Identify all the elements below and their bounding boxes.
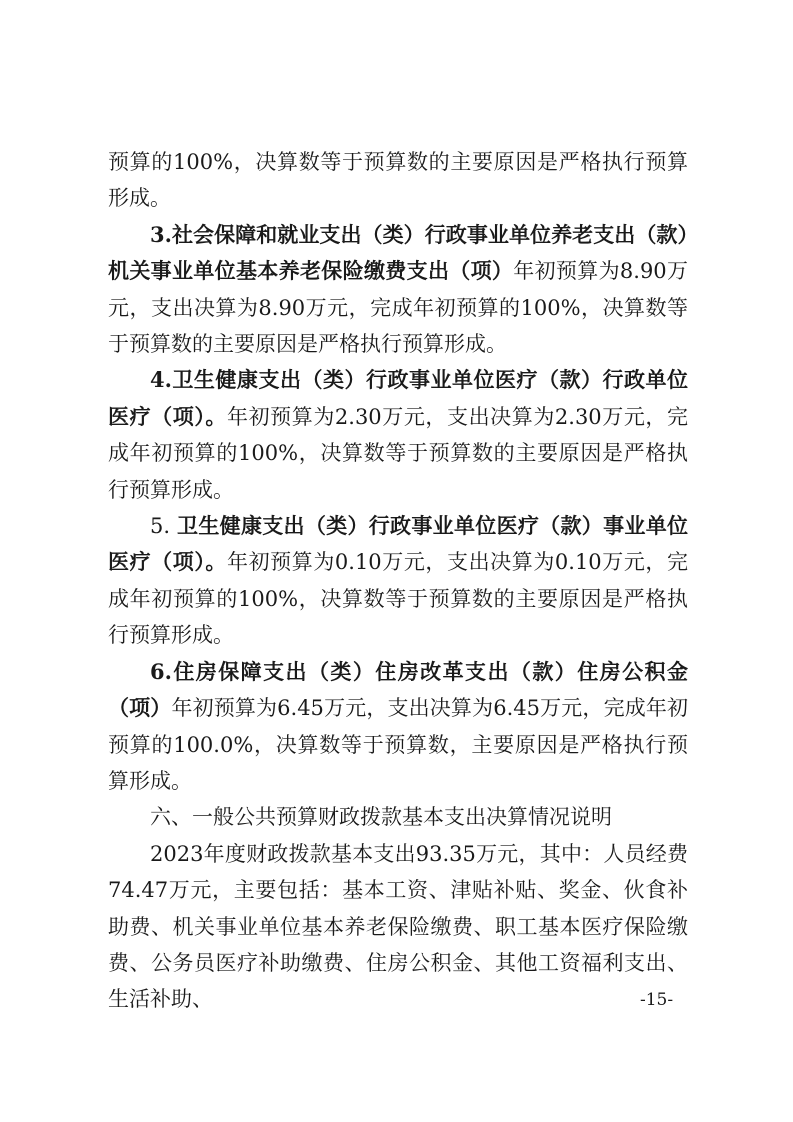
paragraph-item-4 bbox=[108, 362, 688, 508]
paragraph-item-5 bbox=[108, 508, 688, 654]
item-3-text: 年初预算为8.90万元，支出决算为8.90万元，完成年初预算的100%，决算数等于预算数的主要原因是严格执行预算形成。 bbox=[108, 259, 688, 357]
item-6-text: 年初预算为6.45万元，支出决算为6.45万元，完成年初预算的100.0%，决算数等于预算数，主要原因是严格执行预算形成。 bbox=[108, 696, 689, 793]
paragraph-item-3 bbox=[108, 217, 688, 363]
item-5-title: 卫生健康支出（类）行政事业单位医疗（款）事业单位医疗（项）。 bbox=[108, 513, 688, 575]
page-number: -15- bbox=[640, 990, 674, 1010]
paragraph-continuation: 预算的100%，决算数等于预算数的主要原因是严格执行预算形成。 bbox=[108, 150, 688, 211]
item-3-title: 3.社会保障和就业支出（类）行政事业单位养老支出（款）机关事业单位基本养老保险缴费支出（项） bbox=[108, 221, 688, 284]
item-5-number: 5. bbox=[150, 514, 171, 539]
item-5-text: 年初预算为0.10万元，支出决算为0.10万元，完成年初预算的100%，决算数等于预算数的主要原因是严格执行预算形成。 bbox=[108, 550, 689, 648]
body-text bbox=[108, 144, 688, 1018]
paragraph-item-6 bbox=[108, 654, 688, 800]
section-heading: 六、一般公共预算财政拨款基本支出决算情况说明 bbox=[150, 805, 612, 830]
paragraph-basic-expenditure: 2023年度财政拨款基本支出93.35万元，其中：人员经费74.47万元，主要包括：基本工资、津贴补贴、奖金、伙食补助费、机关事业单位基本养老保险缴费、职工基本医疗保险缴费、公务员医疗补助缴费、住房公积金、其他工资福利支出、生活补助、 bbox=[108, 841, 688, 1012]
item-6-title: 6.住房保障支出（类）住房改革支出（款）住房公积金（项） bbox=[108, 658, 688, 721]
item-4-title: 4.卫生健康支出（类）行政事业单位医疗（款）行政单位医疗（项）。 bbox=[108, 367, 688, 429]
item-4-text: 年初预算为2.30万元，支出决算为2.30万元，完成年初预算的100%，决算数等于预算数的主要原因是严格执行预算形成。 bbox=[108, 404, 689, 502]
